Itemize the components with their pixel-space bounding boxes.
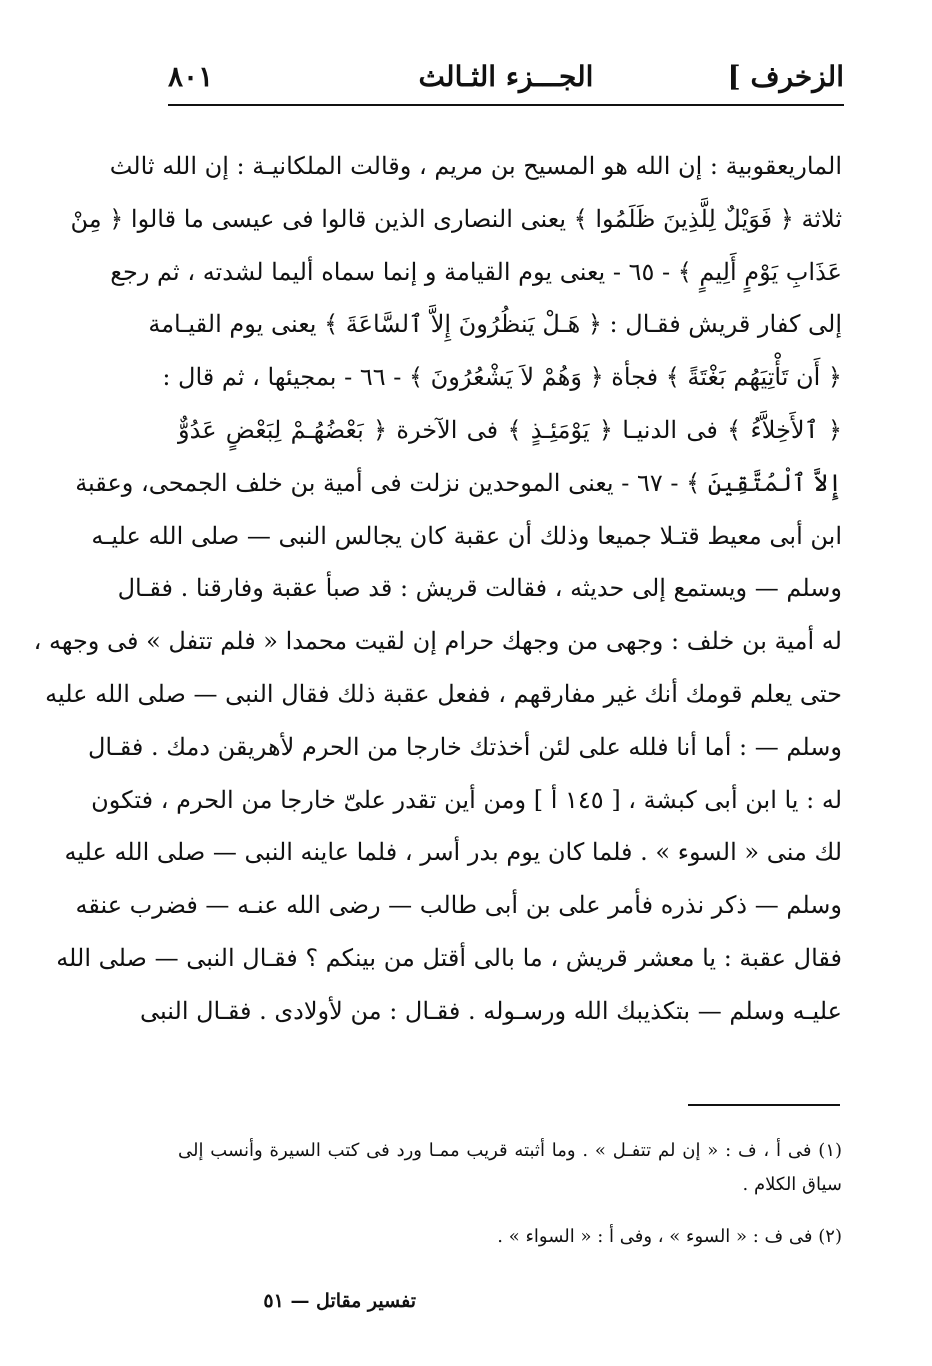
footnote-1-line-1: (١) فى أ ، ف : « إن لم تتفـل » . وما أثبته قريب ممـا ورد فى كتب السيرة وأنسب إلى xyxy=(178,1140,843,1161)
text-line: وسلم — ويستمع إلى حديثه ، فقالت قريش : قد صبأ عقبة وفارقنا . فقـال xyxy=(117,574,842,603)
text-line: إِلاَّ ٱلْمُتَّقِينَ ﴾ - ٦٧ - يعنى الموحدين نزلت فى أمية بن خلف الجمحى، وعقبة xyxy=(75,468,842,497)
text-line: إلى كفار قريش فقـال : ﴿ هَـلْ يَنظُرُونَ إِلاَّ ٱلسَّاعَةَ ﴾ يعنى يوم القيـامة xyxy=(148,310,842,339)
text-line: عليـه وسلم — بتكذيبك الله ورسـوله . فقـال : من لأولادى . فقـال النبى xyxy=(140,996,842,1025)
surah-name: الزخرف ] xyxy=(727,60,844,93)
header-divider xyxy=(168,104,844,106)
text-line: وسلم — : أما أنا فلله على لئن أخذتك خارجا من الحرم لأهريقن دمك . فقـال xyxy=(87,732,842,761)
text-line: له : يا ابن أبى كبشة ، [ ١٤٥ أ ] ومن أين تقدر علىّ خارجا من الحرم ، فتكون xyxy=(91,785,842,814)
main-text xyxy=(33,140,842,1038)
text-line: عَذَابِ يَوْمٍ أَلِيمٍ ﴾ - ٦٥ - يعنى يوم القيامة و إنما سماه أليما لشدته ، ثم رجع xyxy=(110,257,842,286)
text-line: ابن أبى معيط قتـلا جميعا وذلك أن عقبة كان يجالس النبى — صلى الله عليـه xyxy=(91,521,842,550)
page-header xyxy=(168,56,844,100)
text-line: وسلم — ذكر نذره فأمر على بن أبى طالب — رضى الله عنـه — فضرب عنقه xyxy=(75,891,842,920)
text-line: لك منى « السوء » . فلما كان يوم بدر أسر ، فلما عاينه النبى — صلى الله عليه xyxy=(64,838,842,867)
text-line: حتى يعلم قومك أنك غير مفارقهم ، ففعل عقبة ذلك فقال النبى — صلى الله عليه xyxy=(45,679,842,708)
footnote-1-line-2: سياق الكلام . xyxy=(742,1174,842,1195)
footnote-2: (٢) فى ف : « السوء » ، وفى أ : « السواء » . xyxy=(497,1226,842,1247)
text-line: له أمية بن خلف : وجهى من وجهك حرام إن لقيت محمدا « فلم تتفل » فى وجهه ، xyxy=(33,627,842,656)
footnote-divider xyxy=(688,1104,840,1106)
footnote-gap xyxy=(178,1202,842,1220)
part-title: الجـــزء الثـالث xyxy=(418,60,594,93)
text-line: ﴿ ٱلأَخِلاَّءُ ﴾ فى الدنيـا ﴿ يَوْمَئِـذٍ ﴾ فى الآخرة ﴿ بَعْضُهُـمْ لِبَعْضٍ عَدُوٌّ xyxy=(178,415,842,444)
text-line: ﴿ أَن تَأْتِيَهُم بَغْتَةً ﴾ فجأة ﴿ وَهُمْ لاَ يَشْعُرُونَ ﴾ - ٦٦ - بمجيئها ، ثم قال : xyxy=(162,363,842,392)
text-line: فقال عقبة : يا معشر قريش ، ما بالى أقتل من بينكم ؟ فقـال النبى — صلى الله xyxy=(56,943,842,972)
footnotes xyxy=(178,1134,842,1254)
text-line: الماريعقوبية : إن الله هو المسيح بن مريم ، وقالت الملكانيـة : إن الله ثالث xyxy=(109,152,842,180)
text-line: ثلاثة ﴿ فَوَيْلٌ لِلَّذِينَ ظَلَمُوا ﴾ يعنى النصارى الذين قالوا فى عيسى ما قالوا ﴿ مِنْ xyxy=(70,204,842,233)
signature-mark: تفسير مقاتل — ٥١ xyxy=(263,1290,416,1312)
page-number: ٨٠١ xyxy=(168,60,214,93)
